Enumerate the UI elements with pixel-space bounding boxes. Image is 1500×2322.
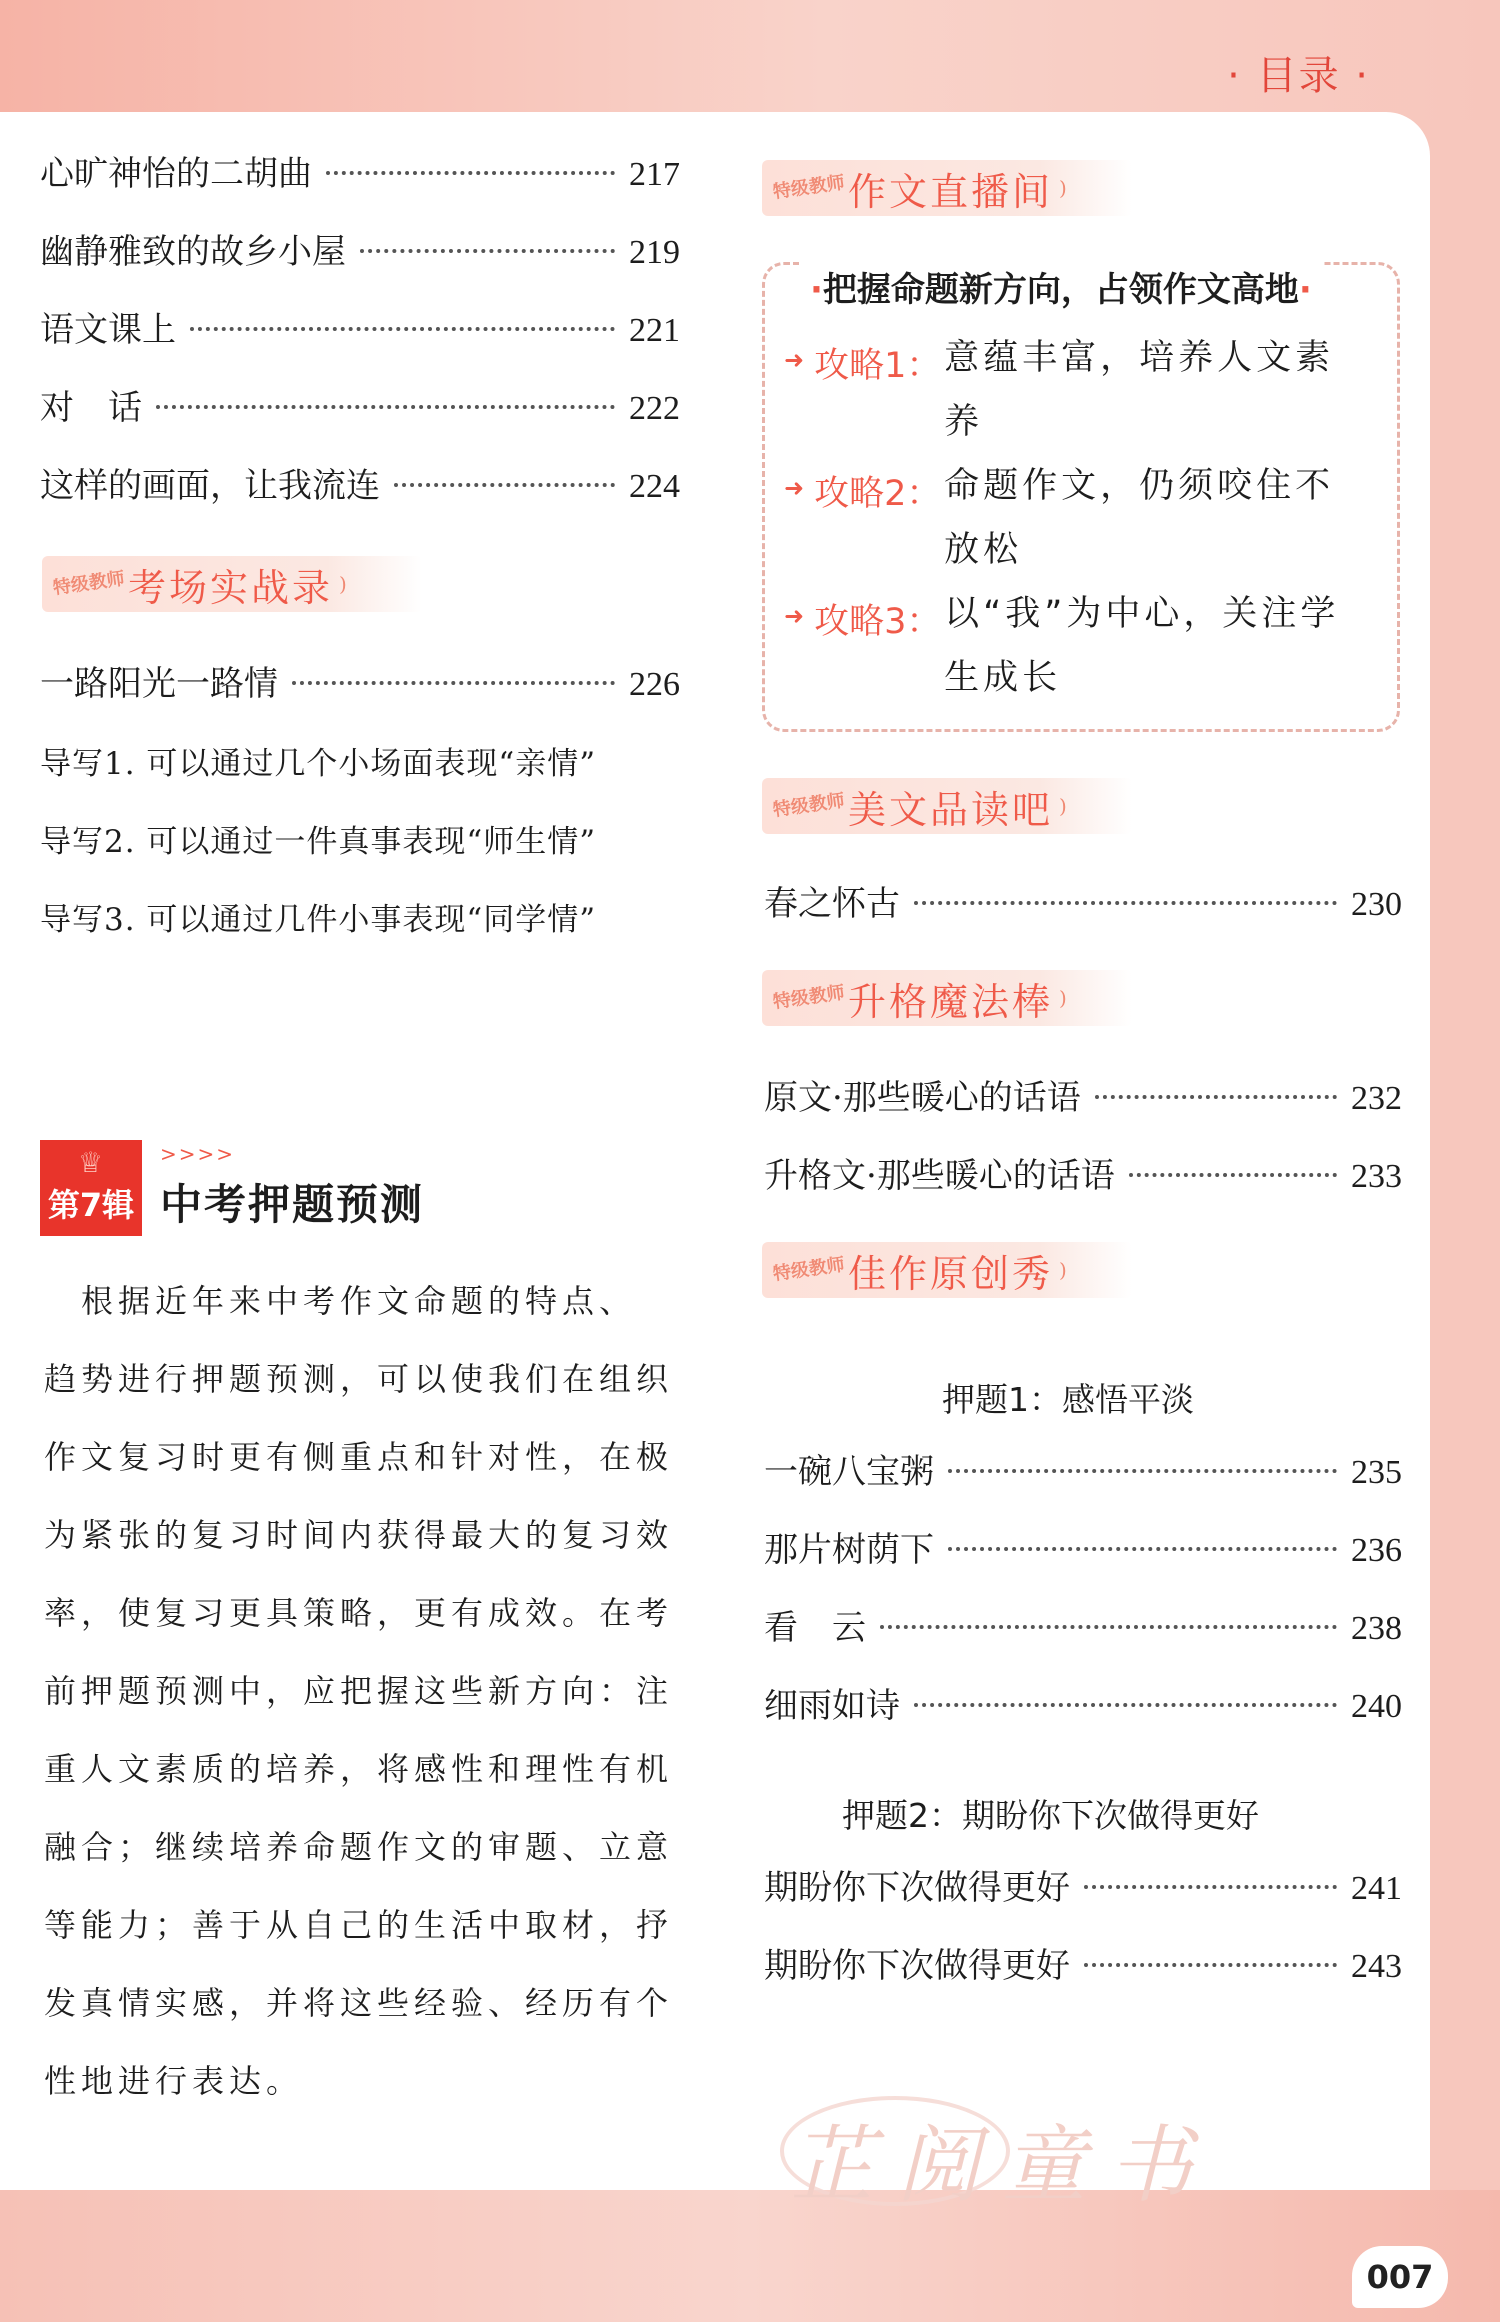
toc-title: 这样的画面，让我流连 — [40, 466, 380, 506]
chevron-right-icon: ) — [1059, 794, 1067, 818]
toc-title: 心旷神怡的二胡曲 — [40, 154, 312, 194]
chapter-body-line: 率，使复习更具策略，更有成效。在考 — [44, 1594, 674, 1632]
toc-row[interactable] — [40, 380, 680, 428]
teacher-badge-icon: 特级教师 — [771, 1254, 847, 1285]
bottom-band — [0, 2190, 1500, 2322]
toc-leader — [360, 249, 615, 253]
chevron-right-icon: ) — [1059, 986, 1067, 1010]
banner-upgrade — [762, 970, 1132, 1026]
teacher-badge-icon: 特级教师 — [771, 982, 847, 1013]
chapter-body-line: 重人文素质的培养，将感性和理性有机 — [44, 1750, 674, 1788]
chapter-arrows: >>>> — [160, 1142, 236, 1166]
strategy-item — [784, 594, 1344, 710]
chapter-body-line: 等能力；善于从自己的生活中取材，抒 — [44, 1906, 674, 1944]
topic-heading: 押题2：期盼你下次做得更好 — [842, 1796, 1259, 1835]
chapter-body-line: 性地进行表达。 — [44, 2062, 304, 2100]
toc-page: 233 — [1351, 1158, 1402, 1195]
banner-title: 美文品读吧 — [848, 787, 1054, 832]
arrow-right-icon: ➜ — [784, 602, 805, 630]
toc-row[interactable] — [764, 1444, 1402, 1492]
toc-page: 232 — [1351, 1080, 1402, 1117]
banner-title: 佳作原创秀 — [848, 1251, 1054, 1296]
toc-page: 221 — [629, 312, 680, 349]
toc-leader — [326, 171, 615, 175]
chevron-right-icon: ) — [1059, 176, 1067, 200]
toc-leader — [1084, 1963, 1337, 1967]
toc-leader — [914, 1703, 1337, 1707]
guide-item[interactable]: 导写3. 可以通过几件小事表现“同学情” — [40, 902, 597, 938]
banner-title: 升格魔法棒 — [848, 979, 1054, 1024]
strategy-title: ·把握命题新方向，占领作文高地· — [800, 262, 1322, 311]
toc-page: 226 — [629, 666, 680, 703]
strategy-text: 意蕴丰富，培养人文素养 — [944, 338, 1335, 442]
toc-row[interactable] — [764, 876, 1402, 924]
chapter-badge: 第7辑 — [40, 1140, 142, 1236]
chapter-title: 中考押题预测 — [160, 1180, 425, 1229]
strategy-text: 命题作文，仍须咬住不放松 — [944, 466, 1335, 570]
toc-leader — [190, 327, 615, 331]
banner-live — [762, 160, 1132, 216]
guide-item[interactable]: 导写1. 可以通过几个小场面表现“亲情” — [40, 746, 597, 782]
toc-leader — [880, 1625, 1337, 1629]
chevron-right-icon: ) — [1059, 1258, 1067, 1282]
section-tag: · 目录 · — [1227, 53, 1370, 99]
strategy-item — [784, 338, 1344, 454]
strategy-item — [784, 466, 1344, 582]
chapter-body-line: 融合；继续培养命题作文的审题、立意 — [44, 1828, 674, 1866]
strategy-text: 以“我”为中心，关注学生成长 — [944, 594, 1340, 698]
toc-title: 语文课上 — [40, 310, 176, 350]
toc-row[interactable] — [40, 302, 680, 350]
toc-page: 235 — [1351, 1454, 1402, 1491]
toc-page: 241 — [1351, 1870, 1402, 1907]
chapter-body-line: 趋势进行押题预测，可以使我们在组织 — [44, 1360, 674, 1398]
toc-title: 细雨如诗 — [764, 1686, 900, 1726]
chevron-right-icon: ) — [339, 572, 347, 596]
toc-page: 222 — [629, 390, 680, 427]
topic-heading: 押题1：感悟平淡 — [942, 1380, 1194, 1419]
toc-page: 243 — [1351, 1948, 1402, 1985]
arrow-right-icon: ➜ — [784, 474, 805, 502]
toc-title: 那片树荫下 — [764, 1530, 934, 1570]
banner-exam — [42, 556, 422, 612]
strategy-label: 攻略3： — [814, 602, 942, 642]
toc-title: 一碗八宝粥 — [764, 1452, 934, 1492]
toc-row[interactable] — [40, 146, 680, 194]
toc-leader — [948, 1547, 1337, 1551]
toc-page: 217 — [629, 156, 680, 193]
toc-row[interactable] — [764, 1148, 1402, 1196]
toc-title: 一路阳光一路情 — [40, 664, 278, 704]
toc-page: 224 — [629, 468, 680, 505]
chapter-body-line: 发真情实感，并将这些经验、经历有个 — [44, 1984, 674, 2022]
toc-row[interactable] — [764, 1678, 1402, 1726]
toc-title: 原文·那些暖心的话语 — [764, 1078, 1081, 1118]
toc-row[interactable] — [764, 1070, 1402, 1118]
toc-title: 期盼你下次做得更好 — [764, 1946, 1070, 1986]
chapter-body-line: 根据近年来中考作文命题的特点、 — [44, 1282, 637, 1320]
teacher-badge-icon: 特级教师 — [771, 172, 847, 203]
toc-leader — [948, 1469, 1337, 1473]
crown-icon: ♕ — [78, 1146, 104, 1179]
toc-row[interactable] — [764, 1860, 1402, 1908]
toc-row[interactable] — [40, 224, 680, 272]
toc-page: 219 — [629, 234, 680, 271]
toc-title: 对 话 — [40, 388, 142, 428]
toc-leader — [1095, 1095, 1337, 1099]
strategy-label: 攻略2： — [814, 474, 942, 514]
chapter-body-line: 作文复习时更有侧重点和针对性，在极 — [44, 1438, 674, 1476]
toc-leader — [156, 405, 615, 409]
banner-title: 考场实战录 — [128, 565, 334, 610]
arrow-right-icon: ➜ — [784, 346, 805, 374]
strategy-label: 攻略1： — [814, 346, 942, 386]
chapter-body-line: 前押题预测中，应把握这些新方向：注 — [44, 1672, 674, 1710]
teacher-badge-icon: 特级教师 — [51, 568, 127, 599]
toc-page: 236 — [1351, 1532, 1402, 1569]
toc-page: 240 — [1351, 1688, 1402, 1725]
toc-row[interactable] — [764, 1522, 1402, 1570]
toc-page: 230 — [1351, 886, 1402, 923]
banner-read — [762, 778, 1132, 834]
toc-title: 看 云 — [764, 1608, 866, 1648]
toc-row[interactable] — [764, 1938, 1402, 1986]
watermark: 芷阅童书 — [790, 2116, 1215, 2214]
banner-original — [762, 1242, 1132, 1298]
chapter-body-line: 为紧张的复习时间内获得最大的复习效 — [44, 1516, 674, 1554]
toc-leader — [914, 901, 1337, 905]
toc-title: 升格文·那些暖心的话语 — [764, 1156, 1115, 1196]
toc-leader — [1084, 1885, 1337, 1889]
page-number: 007 — [1352, 2246, 1448, 2308]
toc-title: 春之怀古 — [764, 884, 900, 924]
toc-leader — [292, 681, 615, 685]
toc-title: 期盼你下次做得更好 — [764, 1868, 1070, 1908]
guide-item[interactable]: 导写2. 可以通过一件真事表现“师生情” — [40, 824, 597, 860]
banner-title: 作文直播间 — [848, 169, 1054, 214]
teacher-badge-icon: 特级教师 — [771, 790, 847, 821]
toc-leader — [1129, 1173, 1337, 1177]
toc-row[interactable] — [764, 1600, 1402, 1648]
toc-title: 幽静雅致的故乡小屋 — [40, 232, 346, 272]
toc-row[interactable] — [40, 656, 680, 704]
toc-leader — [394, 483, 615, 487]
toc-page: 238 — [1351, 1610, 1402, 1647]
toc-row[interactable] — [40, 458, 680, 506]
